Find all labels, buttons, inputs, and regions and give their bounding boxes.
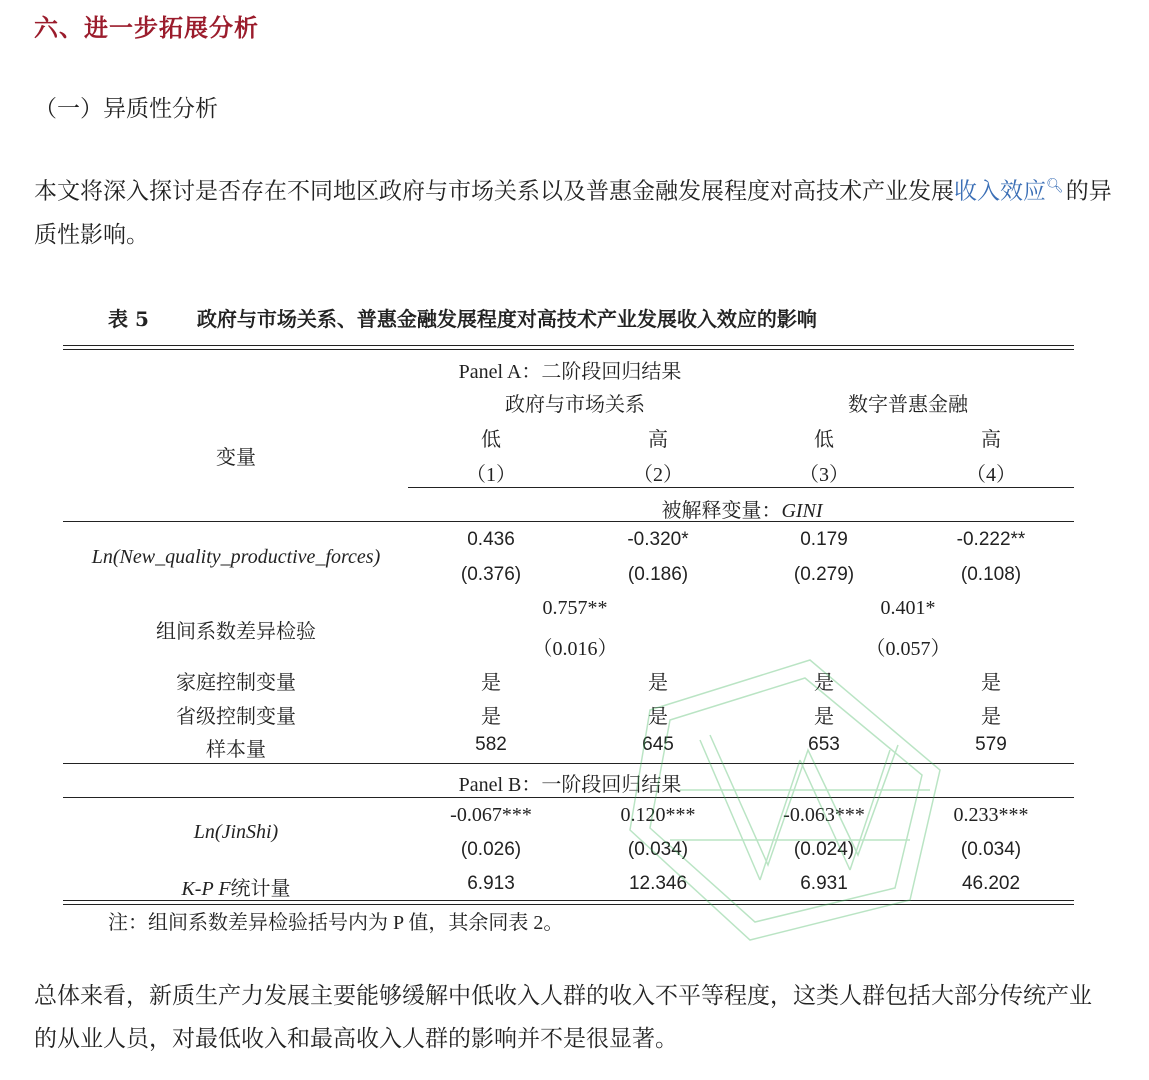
kpf-cell: 6.913 [467,873,515,894]
sample-cell: 582 [475,734,507,755]
group-gov-header: 政府与市场关系 [505,394,645,416]
coef-cell: 0.436 [467,529,515,550]
coef-cell: 0.120*** [620,804,696,826]
se-cell: (0.034) [960,839,1022,860]
diff-test-gov-p: （0.016） [532,638,618,660]
coef-cell: 0.179 [800,529,848,550]
diff-test-fin-p: （0.057） [865,638,951,660]
se-cell: (0.186) [627,564,689,585]
table-number: 表 5 [108,307,149,331]
province-cell: 是 [481,706,501,728]
dependent-variable-name: GINI [781,500,823,522]
column-number: （2） [633,464,683,486]
column-number: （3） [799,464,849,486]
kpf-cell: 12.346 [628,873,688,894]
household-cell: 是 [481,672,501,694]
intro-text-after: 的异质性影响。 [34,178,1112,248]
household-cell: 是 [814,672,834,694]
row-label-ln-jinshi: Ln(JinShi) [193,821,279,843]
province-cell: 是 [814,706,834,728]
panel-b-title: Panel B：一阶段回归结果 [458,774,682,796]
level-header: 高 [648,429,668,451]
column-number: （1） [466,464,516,486]
diff-test-fin-value: 0.401* [880,597,936,619]
group-fin-header: 数字普惠金融 [848,394,968,416]
se-cell: (0.024) [793,839,855,860]
province-cell: 是 [648,706,668,728]
intro-text-before: 本文将深入探讨是否存在不同地区政府与市场关系以及普惠金融发展程度对高技术产业发展 [34,178,954,205]
table-top-rule-2 [63,349,1074,350]
row-label-sample: 样本量 [206,739,266,761]
household-cell: 是 [981,672,1001,694]
income-effect-link[interactable]: 收入效应 [954,178,1046,205]
level-header: 低 [814,429,834,451]
household-cell: 是 [648,672,668,694]
search-icon[interactable]: 🔍︎ [1046,178,1064,194]
watermark-logo [610,650,970,950]
coef-cell: 0.233*** [953,804,1029,826]
header-bottom-rule [63,521,1074,522]
column-number: （4） [966,464,1016,486]
table-title: 政府与市场关系、普惠金融发展程度对高技术产业发展收入效应的影响 [196,307,817,331]
panel-a-title: Panel A：二阶段回归结果 [458,361,682,383]
coef-cell: -0.067*** [450,804,532,826]
dependent-variable [661,494,822,523]
row-label-province: 省级控制变量 [176,706,296,728]
diff-test-gov-value: 0.757** [542,597,608,619]
row-label-kpf [181,872,290,901]
se-cell: (0.108) [960,564,1022,585]
province-cell: 是 [981,706,1001,728]
se-cell: (0.279) [793,564,855,585]
section-title: 六、进一步拓展分析 [34,14,259,42]
table-top-rule [63,345,1074,346]
level-header: 低 [481,429,501,451]
kpf-label-italic: K-P F [181,878,231,900]
table-note: 注：组间系数差异检验括号内为 P 值，其余同表 2。 [108,912,564,934]
se-cell: (0.034) [627,839,689,860]
kpf-cell: 46.202 [961,873,1021,894]
row-label-household: 家庭控制变量 [176,672,296,694]
variable-header: 变量 [216,447,256,469]
kpf-label-rest: 统计量 [230,878,291,900]
se-cell: (0.026) [460,839,522,860]
sample-cell: 579 [975,734,1007,755]
coef-cell: -0.320* [627,529,689,550]
subsection-title: （一）异质性分析 [34,96,218,122]
sample-cell: 645 [642,734,674,755]
row-label-diff-test: 组间系数差异检验 [156,621,316,643]
sample-cell: 653 [808,734,840,755]
dependent-variable-label: 被解释变量： [661,500,782,522]
conclusion-paragraph: 总体来看，新质生产力发展主要能够缓解中低收入人群的收入不平等程度，这类人群包括大部分传统产业的从业人员，对最低收入和最高收入人群的影响并不是很显著。 [34,983,1092,1052]
header-sub-rule [408,487,1074,488]
se-cell: (0.376) [460,564,522,585]
row-label-ln-npf: Ln(New_quality_productive_forces) [91,546,381,568]
level-header: 高 [981,429,1001,451]
coef-cell: -0.222** [956,529,1026,550]
kpf-cell: 6.931 [800,873,848,894]
coef-cell: -0.063*** [783,804,865,826]
